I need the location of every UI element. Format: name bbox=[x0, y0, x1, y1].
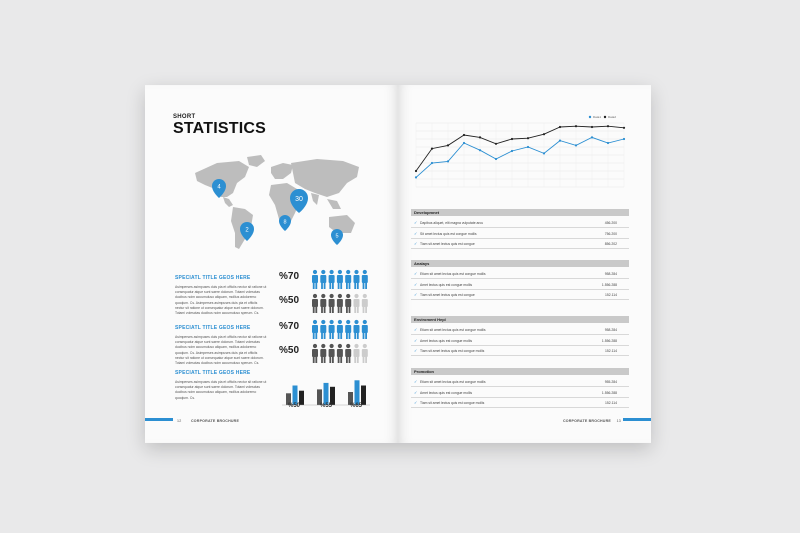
bar-group-label: %50 bbox=[288, 403, 301, 409]
data-point bbox=[479, 136, 481, 138]
table-header: Developmnet bbox=[411, 209, 629, 216]
person-icon bbox=[329, 344, 335, 363]
row-text: Amet lectus quis est congue mollis bbox=[420, 282, 473, 287]
table-row bbox=[411, 269, 629, 279]
row-value: 1.556.288 bbox=[601, 338, 617, 343]
left-page bbox=[145, 85, 398, 443]
check-icon: ✓ bbox=[414, 400, 418, 405]
table-row bbox=[411, 280, 629, 290]
data-point bbox=[559, 140, 561, 142]
person-icon bbox=[320, 344, 326, 363]
pin-label: 8 bbox=[283, 219, 287, 226]
data-point bbox=[591, 126, 593, 128]
check-icon: ✓ bbox=[414, 348, 418, 353]
data-point bbox=[575, 125, 577, 127]
row-text: Sit amet lectus quis est congue mollis bbox=[420, 231, 477, 236]
data-point bbox=[543, 133, 545, 135]
section-title: SPECIATL TITLE GEOS HERE bbox=[175, 275, 251, 281]
data-point bbox=[431, 162, 433, 164]
data-point bbox=[559, 126, 561, 128]
brochure-spread bbox=[145, 85, 651, 443]
table-row bbox=[411, 336, 629, 346]
check-icon: ✓ bbox=[414, 220, 418, 225]
pin-label: 5 bbox=[335, 233, 339, 240]
percent-value: %70 bbox=[279, 271, 300, 282]
row-value: 152.114 bbox=[604, 401, 617, 405]
data-point bbox=[511, 138, 513, 140]
data-point bbox=[447, 144, 449, 146]
check-icon: ✓ bbox=[414, 241, 418, 246]
data-point bbox=[447, 160, 449, 162]
person-icon bbox=[329, 270, 335, 289]
person-icon bbox=[362, 270, 368, 289]
data-point bbox=[623, 138, 625, 140]
check-icon: ✓ bbox=[414, 281, 418, 287]
chart-legend bbox=[589, 115, 617, 119]
row-value: 1.556.288 bbox=[601, 282, 617, 287]
pin-label: 4 bbox=[217, 184, 221, 191]
footer-accent bbox=[623, 418, 651, 421]
person-icon bbox=[337, 294, 343, 313]
person-icon bbox=[354, 270, 360, 289]
row-text: Tiam sit amet lectus quis est congue mollis bbox=[420, 349, 485, 353]
pin-label: 30 bbox=[295, 196, 303, 203]
check-icon: ✓ bbox=[414, 327, 418, 332]
row-value: 1.556.288 bbox=[601, 390, 617, 395]
table-header: Promotion bbox=[411, 368, 629, 375]
data-point bbox=[607, 125, 609, 127]
table-row bbox=[411, 218, 629, 228]
check-icon: ✓ bbox=[414, 389, 418, 395]
check-icon: ✓ bbox=[414, 292, 418, 297]
data-point bbox=[511, 150, 513, 152]
table-header: Analays bbox=[411, 260, 629, 267]
page-number: 12 bbox=[177, 419, 182, 423]
line-chart bbox=[410, 113, 632, 199]
row-text: Amet lectus quis est congue mollis bbox=[420, 338, 473, 343]
data-point bbox=[591, 136, 593, 138]
people-row bbox=[311, 293, 371, 315]
legend-swatch bbox=[604, 116, 606, 118]
percent-value: %50 bbox=[279, 295, 300, 306]
check-icon: ✓ bbox=[414, 271, 418, 276]
series-line bbox=[416, 137, 624, 177]
footer-label: CORPORATE BROCHURE bbox=[191, 419, 240, 423]
person-icon bbox=[345, 320, 351, 339]
map-pin-8[interactable] bbox=[279, 215, 291, 231]
person-icon bbox=[345, 294, 351, 313]
data-point bbox=[495, 143, 497, 145]
person-icon bbox=[329, 294, 335, 313]
right-page bbox=[398, 85, 651, 443]
person-icon bbox=[312, 270, 318, 289]
table-row bbox=[411, 346, 629, 356]
section-title: SPECIATL TITLE GEOS HERE bbox=[175, 325, 251, 331]
bar bbox=[355, 380, 360, 405]
row-value: 456.200 bbox=[604, 221, 617, 225]
section-text: Asimperses asimpuses duis pia et officiis nectur sit ratione ut consequatur atque sunt saere dolorum. Totami volesctas ducibus noim accumuluso aliquam, mollius adoloremo quoqlum. Cs. Asimperses asimpuses duis pia et officiis nectur sit ratione ut consequatur atque sunt saere dolorum. Totami volesctas ducibus noim accumuluso sperum. Cs. bbox=[175, 285, 267, 316]
row-value: 856.202 bbox=[604, 242, 617, 246]
table-row bbox=[411, 290, 629, 300]
person-icon bbox=[362, 294, 368, 313]
row-value: 958.284 bbox=[604, 328, 617, 332]
person-icon bbox=[329, 320, 335, 339]
data-point bbox=[463, 134, 465, 136]
data-point bbox=[575, 144, 577, 146]
row-value: 756.200 bbox=[604, 231, 617, 236]
table-row bbox=[411, 239, 629, 249]
percent-value: %70 bbox=[279, 321, 300, 332]
data-point bbox=[623, 127, 625, 129]
row-value: 958.284 bbox=[604, 272, 617, 276]
person-icon bbox=[320, 320, 326, 339]
check-icon: ✓ bbox=[414, 230, 418, 236]
row-value: 152.114 bbox=[604, 293, 617, 297]
person-icon bbox=[320, 270, 326, 289]
legend-label: Data1 bbox=[593, 115, 602, 120]
footer-label: CORPORATE BROCHURE bbox=[562, 419, 611, 423]
bar-group-label: %55 bbox=[320, 403, 333, 409]
person-icon bbox=[362, 344, 368, 363]
person-icon bbox=[312, 344, 318, 363]
map-pin-5[interactable] bbox=[331, 229, 343, 245]
row-text: Tiam sit amet lectus quis est congue bbox=[420, 293, 475, 297]
people-row bbox=[311, 319, 371, 341]
person-icon bbox=[320, 294, 326, 313]
data-point bbox=[415, 170, 417, 172]
row-text: Etiam sit amet lectus quis est congue mollis bbox=[420, 380, 486, 384]
person-icon bbox=[337, 270, 343, 289]
person-icon bbox=[354, 320, 360, 339]
footer-accent bbox=[145, 418, 173, 421]
row-text: Dapibus aliquet, elit magna vulputate arcu bbox=[420, 221, 484, 225]
page-number: 13 bbox=[616, 419, 621, 423]
person-icon bbox=[337, 320, 343, 339]
person-icon bbox=[362, 320, 368, 339]
table-row bbox=[411, 398, 629, 408]
person-icon bbox=[354, 344, 360, 363]
legend-swatch bbox=[589, 116, 591, 118]
data-point bbox=[415, 176, 417, 178]
data-point bbox=[495, 158, 497, 160]
section-text: Asimperses asimpuses duis pia et officiis nectur sit ratione ut consequatur atque sunt saere dolorum. Totami volesctas ducibus noim accumuluso aliquam, mollius adoloremo quoqlum. Cs. Asimperses asimpuses duis pia et officiis nectur sit ratione ut consequatur atque sunt saere dolorum. Totami volesctas ducibus noim accumuluso sperum. Cs. bbox=[175, 335, 267, 366]
data-point bbox=[607, 142, 609, 144]
data-point bbox=[543, 152, 545, 154]
legend-label: Data2 bbox=[608, 115, 617, 120]
bar-group-label: %65 bbox=[350, 403, 363, 409]
table-row bbox=[411, 229, 629, 239]
person-icon bbox=[312, 320, 318, 339]
row-text: Tiam sit amet lectus quis est congue bbox=[420, 242, 475, 246]
row-text: Tiam sit amet lectus quis est congue mollis bbox=[420, 401, 485, 405]
pin-label: 2 bbox=[245, 227, 249, 234]
people-row bbox=[311, 343, 371, 365]
percent-value: %50 bbox=[279, 345, 300, 356]
row-text: Etiam sit amet lectus quis est congue mollis bbox=[420, 328, 486, 332]
data-point bbox=[431, 148, 433, 150]
data-point bbox=[527, 137, 529, 139]
table-row bbox=[411, 325, 629, 335]
table-row bbox=[411, 388, 629, 398]
page-kicker: SHORT bbox=[173, 114, 196, 120]
people-row bbox=[311, 269, 371, 291]
section-text: Asimperses asimpuses duis pia et officiis nectur sit ratione ut consequatur atque sunt saere dolorum. Totami volesctas ducibus noim accumuluso aliquam, mollius adoloremo quoqlum. Cs. bbox=[175, 380, 267, 400]
section-title: SPECIATL TITLE GEOS HERE bbox=[175, 370, 251, 376]
row-text: Etiam sit amet lectus quis est congue mollis bbox=[420, 272, 486, 276]
person-icon bbox=[345, 270, 351, 289]
page-title: STATISTICS bbox=[173, 120, 266, 137]
person-icon bbox=[354, 294, 360, 313]
person-icon bbox=[312, 294, 318, 313]
row-value: 955.284 bbox=[604, 380, 617, 384]
data-point bbox=[527, 146, 529, 148]
person-icon bbox=[337, 344, 343, 363]
check-icon: ✓ bbox=[414, 379, 418, 384]
data-point bbox=[463, 142, 465, 144]
row-value: 152.114 bbox=[604, 349, 617, 353]
table-row bbox=[411, 377, 629, 387]
row-text: Amet lectus quis est congue mollis bbox=[420, 390, 473, 395]
person-icon bbox=[345, 344, 351, 363]
check-icon: ✓ bbox=[414, 337, 418, 343]
world-map bbox=[187, 153, 365, 255]
bar bbox=[324, 383, 329, 405]
table-header: Enviroment Hepl bbox=[411, 316, 629, 323]
data-point bbox=[479, 149, 481, 151]
